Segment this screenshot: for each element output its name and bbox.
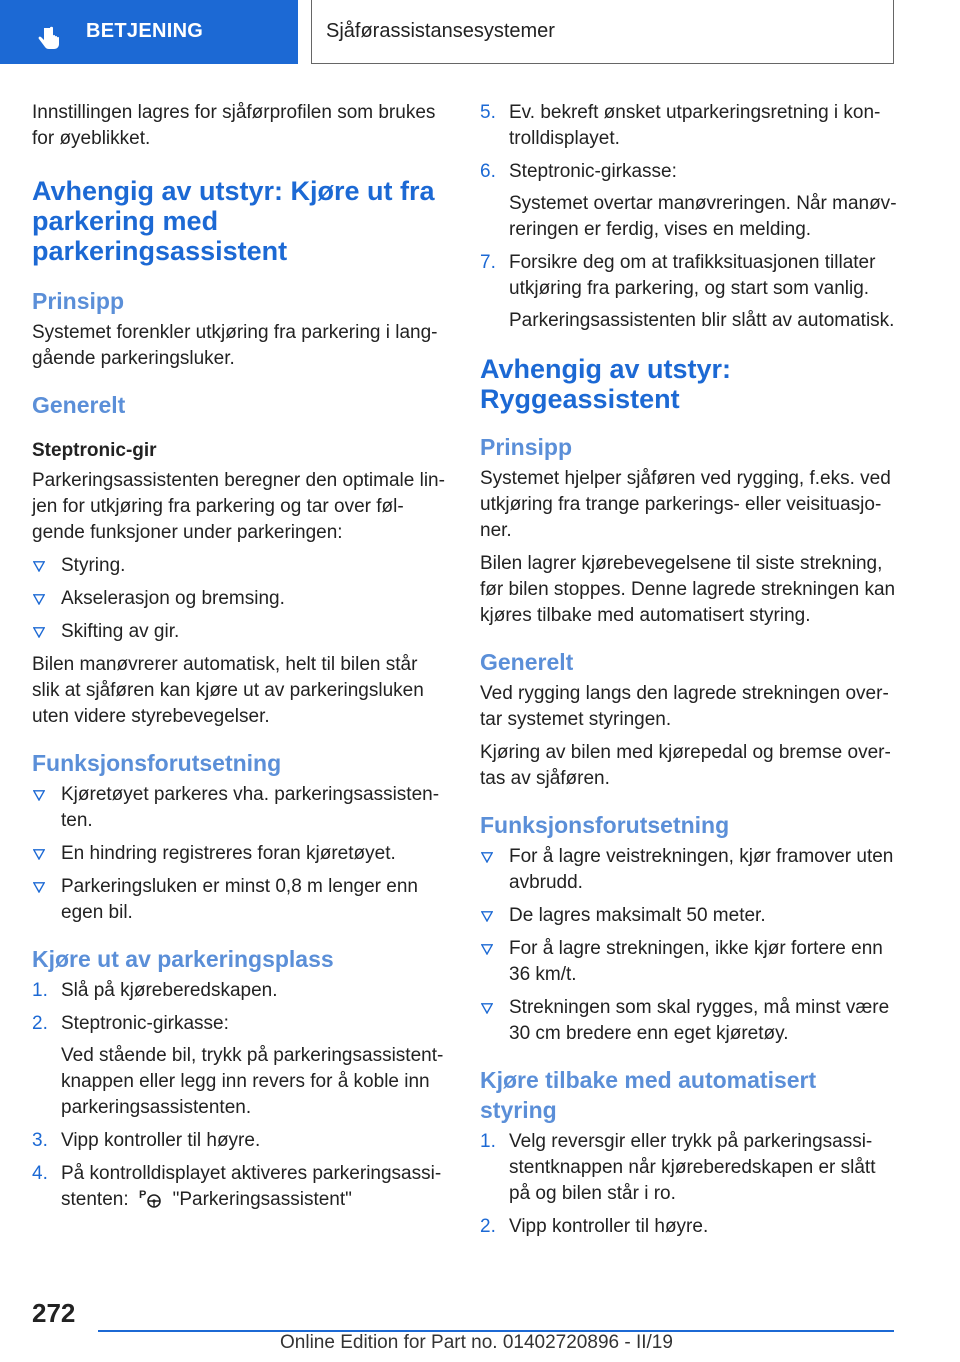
footer-edition: Online Edition for Part no. 01402720896 - II/19 <box>280 1332 673 1353</box>
parking-steering-icon <box>139 1188 163 1208</box>
heading-funksjon: Funksjonsforutsetning <box>32 750 282 776</box>
heading-parking-exit: Avhengig av utstyr: Kjøre ut fra parkering med parkeringsassistent <box>32 176 435 266</box>
kjore-ut-steps <box>32 978 450 1213</box>
list-item: For å lagre veistrekningen, kjør framover uten avbrudd. <box>480 844 898 896</box>
step-item: 3. Vipp kontroller til høyre. <box>32 1130 261 1151</box>
kjore-ut-steps-cont <box>480 100 898 334</box>
triangle-bullet-icon <box>33 849 45 860</box>
heading-kjore-ut: Kjøre ut av parkeringsplass <box>32 946 334 972</box>
steptronic-after: Bilen manøvrerer automatisk, helt til bilen står slik at sjåføren kan kjøre ut av parkeringsluken uten videre styrebevegelser. <box>32 654 424 727</box>
step-item: 7. Forsikre deg om at trafikksituasjonen tillater utkjøring fra parkering, og start som vanlig. Parkeringsassistenten blir slått av automatisk. <box>480 252 895 331</box>
heading-prinsipp: Prinsipp <box>32 288 125 314</box>
svg-text:P: P <box>138 1189 146 1201</box>
list-item: Kjøretøyet parkeres vha. parkeringsassistenten. <box>32 782 450 834</box>
page-header <box>0 0 960 66</box>
triangle-bullet-icon <box>33 790 45 801</box>
heading-generelt: Generelt <box>32 392 126 418</box>
triangle-bullet-icon <box>481 1003 493 1014</box>
step-item: 4. På kontrolldisplayet aktiveres parkeringsassistenten: P "Parkeringsassistent" <box>32 1163 442 1210</box>
step-item: 1. Slå på kjøreberedskapen. <box>32 980 278 1001</box>
prinsipp-text: Systemet forenkler utkjøring fra parkering i langgående parkeringsluker. <box>32 322 438 369</box>
page-number: 272 <box>32 1298 76 1328</box>
generelt-text-1: Ved rygging langs den lagrede strekningen overtar systemet styringen. <box>480 683 889 730</box>
steptronic-text: Parkeringsassistenten beregner den optimale linjen for utkjøring fra parkering og tar over følgende funksjoner under parkeringen: <box>32 470 445 543</box>
list-item: De lagres maksimalt 50 meter. <box>480 903 898 929</box>
hand-pointer-icon <box>36 26 62 52</box>
heading-kjore-tilbake: Kjøre tilbake med automatisert styring <box>480 1067 817 1123</box>
step-item: 2. Steptronic-girkasse: Ved stående bil, trykk på parkeringsassistentknappen eller legg inn revers for å koble inn parkeringsassistenten. <box>32 1013 444 1118</box>
funksjon-list <box>32 782 450 926</box>
list-item: Akselerasjon og bremsing. <box>32 586 450 612</box>
triangle-bullet-icon <box>33 627 45 638</box>
chapter-title: Sjåførassistansesystemer <box>326 20 555 42</box>
kjore-tilbake-steps <box>480 1129 898 1240</box>
section-label: BETJENING <box>86 20 204 42</box>
list-item: En hindring registreres foran kjøretøyet. <box>32 841 450 867</box>
step-item: 2. Vipp kontroller til høyre. <box>480 1216 709 1237</box>
step-item: 1. Velg reversgir eller trykk på parkeringsassistentknappen når kjøreberedskapen er slått på og bilen står i ro. <box>480 1131 876 1204</box>
chapter-title-box <box>311 0 894 64</box>
list-item: Skifting av gir. <box>32 619 450 645</box>
steptronic-list <box>32 553 450 645</box>
triangle-bullet-icon <box>33 594 45 605</box>
heading-generelt: Generelt <box>480 649 574 675</box>
triangle-bullet-icon <box>481 911 493 922</box>
intro-text: Innstillingen lagres for sjåførprofilen som brukes for øyeblikket. <box>32 102 436 149</box>
section-tab <box>0 0 298 64</box>
prinsipp-text-1: Systemet hjelper sjåføren ved rygging, f.eks. ved utkjøring fra trange parkerings- eller veisituasjoner. <box>480 468 891 541</box>
step-item: 5. Ev. bekreft ønsket utparkeringsretning i kontrolldisplayet. <box>480 102 881 149</box>
heading-steptronic: Steptronic-gir <box>32 440 157 461</box>
triangle-bullet-icon <box>33 882 45 893</box>
menu-item-label: "Parkeringsassistent" <box>172 1189 352 1210</box>
triangle-bullet-icon <box>33 561 45 572</box>
list-item: Styring. <box>32 553 450 579</box>
prinsipp-text-2: Bilen lagrer kjørebevegelsene til siste strekning, før bilen stoppes. Denne lagrede strekningen kan kjøres tilbake med automatisert styring. <box>480 553 896 626</box>
heading-ryggeassistent: Avhengig av utstyr: Ryggeassistent <box>480 354 732 414</box>
step-item: 6. Steptronic-girkasse: Systemet overtar manøvreringen. Når manøvreringen er ferdig, vises en melding. <box>480 161 897 240</box>
right-column <box>480 100 898 1247</box>
heading-funksjon: Funksjonsforutsetning <box>480 812 730 838</box>
generelt-text-2: Kjøring av bilen med kjørepedal og bremse overtas av sjåføren. <box>480 742 891 789</box>
funksjon-list <box>480 844 898 1047</box>
list-item: Parkeringsluken er minst 0,8 m lenger enn egen bil. <box>32 874 450 926</box>
triangle-bullet-icon <box>481 852 493 863</box>
triangle-bullet-icon <box>481 944 493 955</box>
list-item: For å lagre strekningen, ikke kjør fortere enn 36 km/t. <box>480 936 898 988</box>
heading-prinsipp: Prinsipp <box>480 434 573 460</box>
list-item: Strekningen som skal rygges, må minst være 30 cm bredere enn eget kjøretøy. <box>480 995 898 1047</box>
left-column <box>32 100 450 1220</box>
